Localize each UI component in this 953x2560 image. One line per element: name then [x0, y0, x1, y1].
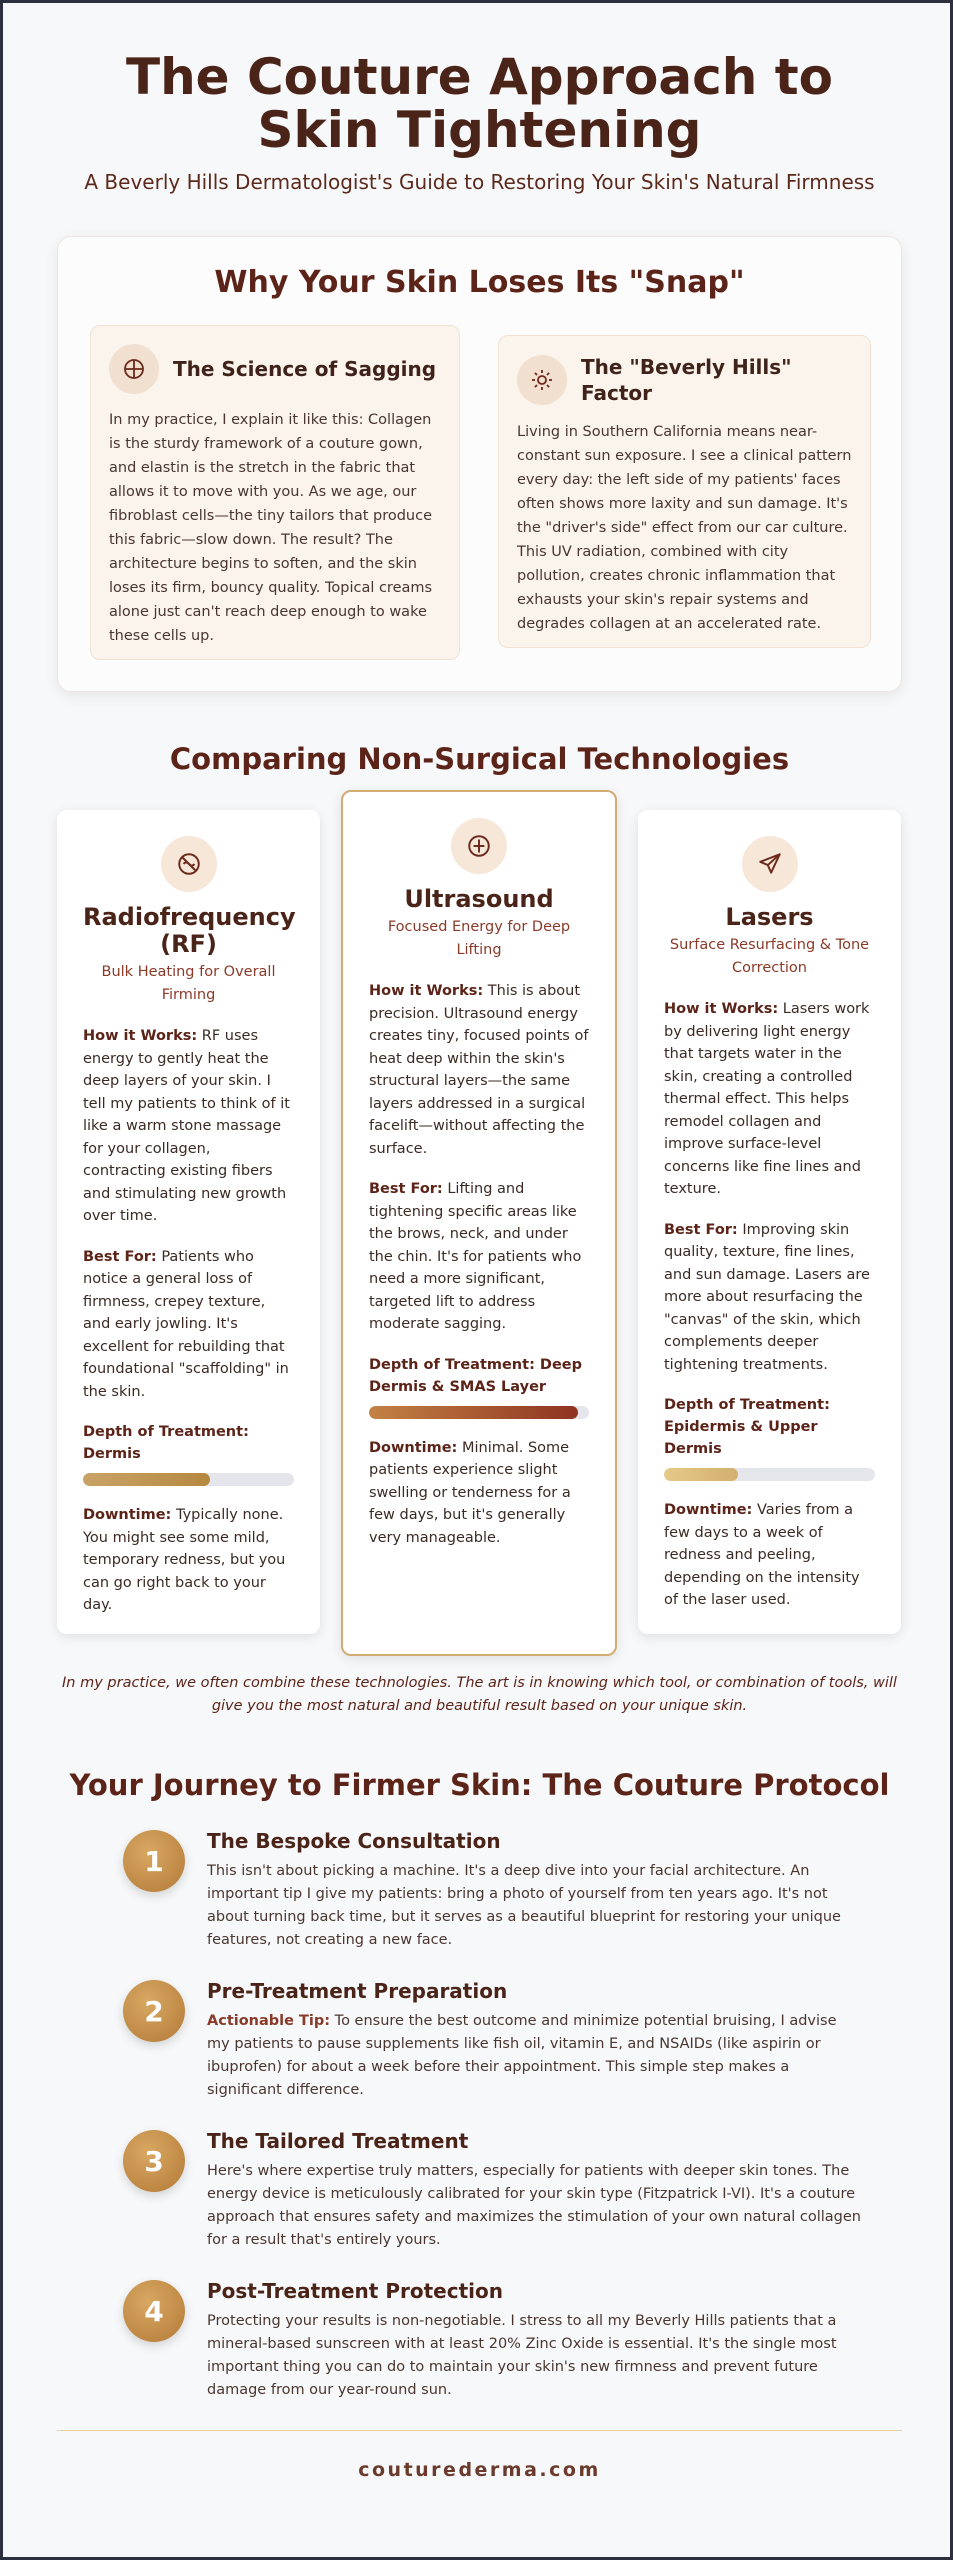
step-number-badge: 2 — [123, 1980, 185, 2042]
step-protection — [123, 2280, 862, 2402]
why-section — [57, 236, 902, 692]
step-treatment — [123, 2130, 862, 2252]
page — [3, 48, 953, 2481]
ultrasound-name: Ultrasound — [404, 885, 554, 913]
compare-title: Comparing Non-Surgical Technologies — [169, 742, 790, 776]
rf-tagline: Bulk Heating for Overall Firming — [101, 964, 276, 1003]
rf-name: Radiofrequency (RF) — [83, 903, 296, 958]
page-title: The Couture Approach to Skin Tightening — [125, 48, 834, 159]
rf-best-for: Best For: Patients who notice a general loss of firmness, crepey texture, and early jowling. It's excellent for rebuilding that foundational "scaffolding" in the skin. — [83, 1248, 289, 1400]
lasers-best-for: Best For: Improving skin quality, texture, fine lines, and sun damage. Lasers are more about resurfacing the "canvas" of the skin, which complements deeper tightening treatments. — [664, 1221, 870, 1373]
lasers-column — [638, 810, 901, 1634]
science-card-title: The Science of Sagging — [173, 357, 437, 381]
ultrasound-depth-label: Depth of Treatment: Deep Dermis & SMAS Layer — [369, 1356, 582, 1395]
science-card-text: In my practice, I explain it like this: Collagen is the sturdy framework of a couture gown, and elastin is the stretch in the fabric that allows it to move with you. As we age, our fibroblast cells—the tiny tailors that produce this fabric—slow down. The result? The architecture begins to soften, and the skin loses its firm, bouncy quality. Topical creams alone just can't reach deep enough to wake these cells up. — [109, 412, 433, 644]
send-arrow-icon — [742, 836, 798, 892]
why-title: Why Your Skin Loses Its "Snap" — [214, 265, 745, 300]
lasers-name: Lasers — [725, 903, 814, 931]
lasers-tagline: Surface Resurfacing & Tone Correction — [669, 937, 870, 976]
combination-note: In my practice, we often combine these technologies. The art is in knowing which tool, or combination of tools, will give you the most natural and beautiful result based on your unique skin. — [62, 1675, 897, 1714]
radio-wave-icon — [161, 836, 217, 892]
lasers-how: How it Works: Lasers work by delivering light energy that targets water in the skin, creating a controlled thermal effect. This helps remodel collagen and improve surface-level concerns like fine lines and texture. — [664, 1001, 870, 1197]
lasers-depth-label: Depth of Treatment: Epidermis & Upper Dermis — [664, 1397, 830, 1457]
step-title: The Tailored Treatment — [207, 2129, 469, 2153]
step-number-badge: 4 — [123, 2280, 185, 2342]
step-title: The Bespoke Consultation — [207, 1829, 501, 1853]
rf-depth-label: Depth of Treatment: Dermis — [83, 1424, 249, 1462]
ultrasound-column — [341, 790, 617, 1656]
sun-icon — [517, 355, 567, 405]
factor-card-title: The "Beverly Hills" Factor — [581, 355, 792, 405]
beverly-hills-factor-card — [498, 335, 871, 648]
journey-title: Your Journey to Firmer Skin: The Couture Protocol — [69, 1768, 890, 1802]
step-title: Post-Treatment Protection — [207, 2279, 503, 2303]
factor-card-text: Living in Southern California means near-constant sun exposure. I see a clinical pattern every day: the left side of my patients' faces often shows more laxity and sun damage. It's the "driver's side" effect from our car culture. This UV radiation, combined with city pollution, creates chronic inflammation that exhausts your skin's repair systems and degrades collagen at an accelerated rate. — [517, 424, 852, 632]
step-number-badge: 1 — [123, 1830, 185, 1892]
step-consultation — [123, 1830, 862, 1952]
step-text: Protecting your results is non-negotiable. I stress to all my Beverly Hills patients that a mineral-based sunscreen with at least 20% Zinc Oxide is essential. It's the single most important thing you can do to maintain your skin's new firmness and prevent future damage from our year-round sun. — [207, 2313, 837, 2398]
page-subtitle: A Beverly Hills Dermatologist's Guide to Restoring Your Skin's Natural Firmness — [84, 170, 875, 194]
technology-columns — [57, 790, 902, 1660]
step-text: This isn't about picking a machine. It's a deep dive into your facial architecture. An important tip I give my patients: bring a photo of yourself from ten years ago. It's not about turning back time, but it serves as a beautiful blueprint for restoring your unique features, not creating a new face. — [207, 1863, 841, 1948]
science-of-sagging-card — [90, 325, 460, 660]
footer-site-link[interactable]: couturederma.com — [358, 2459, 601, 2481]
rf-depth-bar — [83, 1473, 294, 1486]
footer-divider — [57, 2430, 902, 2431]
step-number-badge: 3 — [123, 2130, 185, 2192]
ultrasound-tagline: Focused Energy for Deep Lifting — [387, 919, 571, 958]
step-preparation — [123, 1980, 862, 2102]
rf-how: How it Works: RF uses energy to gently heat the deep layers of your skin. I tell my patients to think of it like a warm stone massage for your collagen, contracting existing fibers and stimulating new growth over time. — [83, 1028, 290, 1224]
lasers-depth-bar — [664, 1468, 875, 1481]
ultrasound-how: How it Works: This is about precision. Ultrasound energy creates tiny, focused points of heat deep within the skin's structural layers—the same layers addressed in a surgical facelift—without affecting the surface. — [369, 983, 589, 1157]
step-text: Actionable Tip: To ensure the best outcome and minimize potential bruising, I advise my patients to pause supplements like fish oil, vitamin E, and NSAIDs (like aspirin or ibuprofen) for about a week before their appointment. This simple step makes a significant difference. — [207, 2013, 837, 2098]
ultrasound-depth-bar — [369, 1406, 589, 1419]
ultrasound-downtime: Downtime: Minimal. Some patients experience slight swelling or tenderness for a few days, but it's generally very manageable. — [369, 1439, 571, 1546]
crosshair-circle-icon — [109, 344, 159, 394]
ultrasound-best-for: Best For: Lifting and tightening specific areas like the brows, neck, and under the chin. It's for patients who need a more significant, targeted lift to address moderate sagging. — [369, 1181, 582, 1332]
protocol-steps — [57, 1830, 902, 2402]
lasers-downtime: Downtime: Varies from a few days to a week of redness and peeling, depending on the intensity of the laser used. — [664, 1502, 860, 1608]
step-text: Here's where expertise truly matters, especially for patients with deeper skin tones. The energy device is meticulously calibrated for your skin type (Fitzpatrick I-VI). It's a couture approach that ensures safety and maximizes the stimulation of your own natural collagen for a result that's entirely yours. — [207, 2163, 861, 2248]
step-title: Pre-Treatment Preparation — [207, 1979, 508, 2003]
focus-target-icon — [451, 818, 507, 874]
rf-column — [57, 810, 320, 1634]
rf-downtime: Downtime: Typically none. You might see some mild, temporary redness, but you can go right back to your day. — [83, 1507, 286, 1613]
